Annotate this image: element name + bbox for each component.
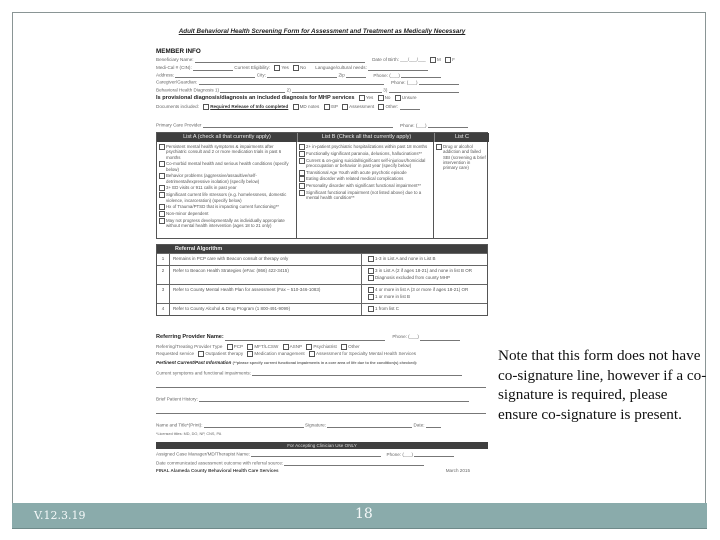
checkbox-release[interactable] <box>203 104 209 110</box>
checkbox[interactable] <box>306 344 312 350</box>
checkbox[interactable] <box>159 192 165 198</box>
form-date: March 2015 <box>445 468 470 473</box>
referral-row <box>157 303 487 315</box>
checkbox[interactable] <box>299 158 305 164</box>
provisional-row <box>156 95 488 102</box>
prov-no-label: No <box>384 95 391 101</box>
checkbox-prov-yes[interactable] <box>359 95 365 101</box>
list-b-item[interactable]: Significant functional impairment (not listed above) due to a mental health condition** <box>299 190 431 201</box>
footer-bar <box>12 503 707 529</box>
screening-form-image <box>150 22 494 482</box>
list-a-item[interactable]: Persistent mental health symptoms & impairments after psychiatric consult and 2 or more medication trials in past 6 months <box>159 144 294 160</box>
accepting-clinician-bar: For Accepting Clinician Use ONLY <box>156 442 488 449</box>
date-communicated-label: Date communicated assessment outcome with referral source: <box>156 460 284 466</box>
cosignature-note: Note that this form does not have co-signature line, however if a co-signature is required, please ensure co-signature is present. <box>498 347 707 423</box>
row-number: 3 <box>157 285 170 303</box>
row-number: 4 <box>157 304 170 315</box>
history-row <box>156 396 488 403</box>
referral-algorithm-table <box>156 244 488 316</box>
checkbox[interactable] <box>283 344 289 350</box>
checkbox[interactable] <box>368 306 374 312</box>
list-c <box>434 142 488 238</box>
checkbox-assessment[interactable] <box>342 104 348 110</box>
symptoms-label: Current symptoms and functional impairments: <box>156 370 251 376</box>
checkbox[interactable] <box>159 161 165 167</box>
checkbox-no[interactable] <box>293 65 299 71</box>
list-a-header: List A (check all that currently apply) <box>157 133 297 142</box>
referral-header: Referral Algorithm <box>157 245 487 253</box>
md-notes-label: MD notes <box>299 104 320 110</box>
checkbox[interactable] <box>159 218 165 224</box>
medical-row <box>156 65 488 72</box>
case-manager-label: Assigned Case Manager/MD/Therapist Name: <box>156 451 250 457</box>
pertinent-row <box>156 360 488 367</box>
language-label: Language/cultural needs: <box>315 65 367 71</box>
list-a-item[interactable]: Co-morbid mental health and serious health conditions (specify below) <box>159 161 294 172</box>
final-row <box>156 468 488 475</box>
row-description: Refer to Beacon Health Strategies (eFax: (866) 422-3415) <box>170 266 362 284</box>
referring-phone-label: Phone: (___) <box>392 334 419 339</box>
zip-label: Zip <box>338 72 345 78</box>
referring-provider-row <box>156 334 488 341</box>
list-a-item[interactable]: Hx of Trauma/PTSD that is impacting current functioning** <box>159 204 294 209</box>
address-row <box>156 72 488 79</box>
pcp-label: Primary Care Provider <box>156 122 202 128</box>
checkbox[interactable] <box>368 256 374 262</box>
case-manager-phone: Phone: (___) <box>386 451 414 457</box>
diag3-label: 3) <box>383 87 388 93</box>
isp-label: ISP <box>330 104 338 110</box>
pertinent-heading: Pertinent Current/Past Information <box>156 360 232 365</box>
checkbox[interactable] <box>159 185 165 191</box>
row-number: 2 <box>157 266 170 284</box>
list-a-item[interactable]: May not progress developmentally as individually appropriate without mental health intervention (ages 18 to 21 only) <box>159 218 294 229</box>
checkbox[interactable] <box>299 151 305 157</box>
beneficiary-label: Beneficiary Name: <box>156 57 194 63</box>
address-label: Address: <box>156 72 175 78</box>
other-label: Other: <box>385 104 399 110</box>
service-label: Requested service <box>156 351 195 357</box>
checkbox[interactable] <box>299 170 305 176</box>
checkbox[interactable] <box>299 176 305 182</box>
caregiver-label: Caregiver/Guardian: <box>156 79 198 85</box>
checkbox[interactable] <box>299 190 305 196</box>
checkbox[interactable] <box>436 144 442 150</box>
checkbox[interactable] <box>247 351 253 357</box>
list-b-item[interactable]: Current & on-going suicidal/significant self-injurious/homicidal preoccupation or behavior in past year (specify below) <box>299 158 431 169</box>
yes-label: Yes <box>281 65 289 71</box>
row-description: Refer to County Alcohol & Drug Program (1 800-491-9099) <box>170 304 362 315</box>
history-label: Brief Patient History: <box>156 396 198 402</box>
list-a-item[interactable]: Significant current life stressors (e.g. homelessness, domestic violence, incarceration) (specify below) <box>159 192 294 203</box>
list-c-item[interactable]: Drug or alcohol addiction and failed SBI (screening & brief intervention in primary care) <box>436 144 486 170</box>
documents-row <box>156 104 488 111</box>
city-label: City: <box>256 72 266 78</box>
diagnosis-row <box>156 87 488 94</box>
m-label: M <box>437 57 441 63</box>
pertinent-instruction: (**please specify current functional impairments in a core area of life due to the condition(s) checked): <box>232 361 418 365</box>
checkbox[interactable] <box>368 294 374 300</box>
provider-type-row: Referring/Treating Provider Type PCP MFT/LCSW ASNP Psychiatrist Other <box>156 344 360 350</box>
row-description: Refer to County Mental Health Plan for assessment (Fax – 510-346-1083) <box>170 285 362 303</box>
date-label: Date: <box>413 422 425 428</box>
referring-provider-label: Referring Provider Name: <box>156 334 224 340</box>
phone-label: Phone: (___) <box>373 72 400 78</box>
checkbox-m[interactable] <box>430 57 436 63</box>
row-description: Remains in PCP care with Beacon consult or therapy only <box>170 254 362 265</box>
list-b-item[interactable]: Personality disorder with significant functional impairment** <box>299 183 431 188</box>
checkbox[interactable] <box>159 204 165 210</box>
page-number: 18 <box>355 506 373 522</box>
checkbox[interactable] <box>247 344 253 350</box>
signature-row <box>156 422 488 429</box>
no-label: No <box>300 65 306 71</box>
checkbox-yes[interactable] <box>274 65 280 71</box>
eligibility-label: Current Eligibility: <box>234 65 271 71</box>
provisional-question: Is provisional diagnosis/diagnosis an included diagnosis for MHP services <box>156 95 355 102</box>
list-a-item[interactable]: 3+ ED visits or 911 calls in past year <box>159 185 294 190</box>
blank-line <box>156 408 488 415</box>
row-criteria: 3 in List A (2 if ages 18-21) and none in list B OR Diagnosis excluded from county MHP <box>362 266 487 284</box>
assessment-label: Assessment <box>349 104 375 110</box>
checkbox[interactable] <box>299 144 305 150</box>
list-a-item[interactable]: Non-minor dependent <box>159 211 294 216</box>
caregiver-phone-label: Phone: (___) <box>390 79 418 85</box>
checkbox[interactable] <box>159 144 165 150</box>
row-criteria: 1 from list C <box>362 304 487 315</box>
beneficiary-row <box>156 57 488 64</box>
checkbox-prov-no[interactable] <box>378 95 384 101</box>
member-info-heading: MEMBER INFO <box>156 48 201 55</box>
list-a-item[interactable]: Behavior problems (aggressive/assaultive/self-detrimental/expressive isolation) (specify below) <box>159 173 294 184</box>
checkbox[interactable] <box>368 275 374 281</box>
medical-label: Medi-Cal # (CIN): <box>156 65 192 71</box>
checkbox-isp[interactable] <box>324 104 330 110</box>
row-criteria: 1-3 in List A and none in List B <box>362 254 487 265</box>
checkbox[interactable] <box>368 268 374 274</box>
referral-row <box>157 284 487 303</box>
checkbox[interactable] <box>299 183 305 189</box>
release-label: Required Release of Info completed <box>210 104 289 110</box>
checkbox-prov-unsure[interactable] <box>395 95 401 101</box>
checkbox[interactable] <box>309 351 315 357</box>
case-manager-row <box>156 451 488 458</box>
dob-label: Date of Birth: ___/___/___ <box>372 57 426 63</box>
checkbox[interactable] <box>341 344 347 350</box>
prov-yes-label: Yes <box>365 95 374 101</box>
date-communicated-row <box>156 460 488 467</box>
list-b <box>297 142 434 238</box>
signature-label: Signature: <box>305 422 326 428</box>
list-b-header: List B (Check all that currently apply) <box>297 133 435 142</box>
referral-row <box>157 265 487 284</box>
f-label: F <box>452 57 455 63</box>
row-criteria: 4 or more in list A (3 or more if ages 18-21) OR 1 or more in list B <box>362 285 487 303</box>
checkbox[interactable] <box>198 351 204 357</box>
diag2-label: 2) <box>286 87 291 93</box>
form-title: Adult Behavioral Health Screening Form for Assessment and Treatment as Medically Necessary <box>178 28 466 35</box>
version-label: V.12.3.19 <box>34 509 86 522</box>
list-b-item[interactable]: 2+ in-patient psychiatric hospitalizations within past 18 months <box>299 144 431 149</box>
checkbox-f[interactable] <box>445 57 451 63</box>
checkbox-md-notes[interactable] <box>293 104 299 110</box>
checkbox[interactable] <box>227 344 233 350</box>
checkbox[interactable] <box>368 287 374 293</box>
provider-type-label: Referring/Treating Provider Type <box>156 344 223 350</box>
diagnosis-label: Behavioral Health Diagnosis 1) <box>156 87 220 93</box>
list-a <box>157 142 297 238</box>
list-b-item[interactable]: Functionally significant paranoia, delusions, hallucinations** <box>299 151 431 156</box>
row-number: 1 <box>157 254 170 265</box>
list-b-item[interactable]: Transitional Age Youth with acute psychotic episode <box>299 170 431 175</box>
criteria-lists <box>156 132 488 239</box>
documents-label: Documents included: <box>156 104 199 110</box>
referral-row <box>157 253 487 265</box>
pcp-phone-label: Phone: (___) <box>400 122 427 128</box>
caregiver-row <box>156 79 488 86</box>
requested-service-row: Requested service Outpatient therapy Medication management Assessment for Specialty Mental Health Services <box>156 351 417 357</box>
list-c-header: List C <box>434 133 489 142</box>
symptoms-row <box>156 370 488 377</box>
list-b-item[interactable]: Eating disorder with related medical complications <box>299 176 431 181</box>
name-title-label: Name and Title*(Print): <box>156 422 203 428</box>
checkbox[interactable] <box>159 211 165 217</box>
final-label: FINAL Alameda County Behavioral Health Care Services <box>156 468 279 473</box>
blank-line <box>156 382 488 389</box>
checkbox[interactable] <box>159 173 165 179</box>
pcp-row <box>156 122 488 129</box>
licensed-titles: *Licensed titles: MD, DO, NP, CNS, PA <box>156 432 222 436</box>
checkbox-other[interactable] <box>378 104 384 110</box>
prov-unsure-label: Unsure <box>401 95 417 101</box>
